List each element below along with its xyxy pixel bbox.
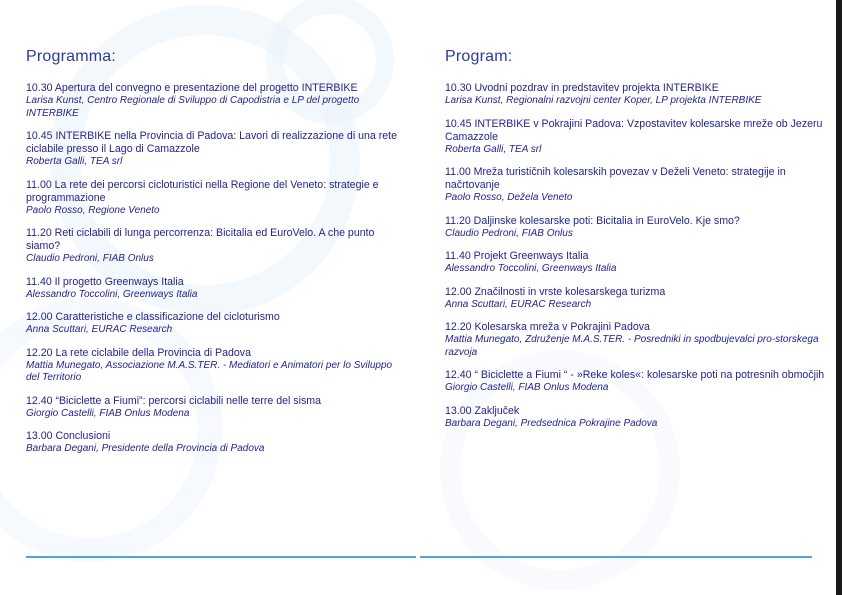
entry-title: 12.20 La rete ciclabile della Provincia di Padova [26, 346, 251, 359]
program-entry [445, 286, 825, 312]
entry-title: 12.00 Caratteristiche e classificazione del cicloturismo [26, 311, 280, 323]
entry-title: 11.40 Il progetto Greenways Italia [26, 275, 184, 288]
entry-speaker: Barbara Degani, Presidente della Provincia di Padova [26, 443, 265, 454]
entry-title: 11.20 Reti ciclabili di lunga percorrenza: Bicitalia ed EuroVelo. A che punto siamo? [26, 227, 375, 252]
entry-speaker: Giorgio Castelli, FIAB Onlus Modena [26, 407, 190, 419]
entry-speaker: Anna Scuttari, EURAC Research [445, 298, 592, 310]
program-entry [445, 118, 825, 157]
entry-speaker: Roberta Galli, TEA srl [445, 143, 542, 155]
program-entry [26, 311, 406, 337]
entry-title: 11.00 La rete dei percorsi cicloturistici nella Regione del Veneto: strategie e programmazione [26, 178, 379, 204]
entry-speaker: Roberta Galli, TEA srl [26, 156, 123, 167]
entry-speaker: Larisa Kunst, Regionalni razvojni center Koper, LP projekta INTERBIKE [445, 95, 762, 106]
program-entry [26, 179, 406, 218]
entry-title: 10.45 INTERBIKE nella Provincia di Padova: Lavori di realizzazione di una rete ciclabile presso il Lago di Camazzole [26, 130, 397, 155]
scan-edge [836, 0, 842, 595]
entry-speaker: Barbara Degani, Predsednica Pokrajine Padova [445, 417, 658, 429]
program-entry [26, 395, 406, 421]
program-entry [26, 82, 406, 120]
program-entry [445, 369, 825, 395]
footer-divider-right [420, 556, 812, 558]
entry-title: 11.20 Daljinske kolesarske poti: Bicitalia in EuroVelo. Kje smo? [445, 214, 740, 227]
entry-title: 12.40 “Biciclette a Fiumi”: percorsi ciclabili nelle terre del sisma [26, 394, 321, 407]
program-heading-slovenian: Program: [445, 48, 513, 65]
entry-speaker: Alessandro Toccolini, Greenways Italia [445, 263, 617, 274]
entry-title: 12.00 Značilnosti in vrste kolesarskega turizma [445, 285, 666, 298]
entry-speaker: Mattia Munegato, Združenje M.A.S.TER. - Posredniki in spodbujevalci pro-storskega razvoja [445, 334, 819, 358]
entry-title: 10.30 Uvodni pozdrav in predstavitev projekta INTERBIKE [445, 82, 719, 94]
program-entry [26, 227, 406, 266]
entry-title: 10.45 INTERBIKE v Pokrajini Padova: Vzpostavitev kolesarske mreže ob Jezeru Camazzole [445, 117, 823, 143]
entry-speaker: Anna Scuttari, EURAC Research [26, 324, 173, 335]
footer-divider-left [26, 556, 416, 558]
program-entry [445, 321, 825, 359]
entry-title: 12.20 Kolesarska mreža v Pokrajini Padova [445, 321, 650, 333]
entry-speaker: Alessandro Toccolini, Greenways Italia [26, 288, 198, 300]
entry-speaker: Claudio Pedroni, FIAB Onlus [26, 253, 154, 264]
program-column-slovenian [445, 48, 825, 440]
entry-title: 11.00 Mreža turističnih kolesarskih povezav v Deželi Veneto: strategije in načrtovanje [445, 166, 786, 191]
program-entry [26, 430, 406, 456]
program-entry [26, 276, 406, 302]
entry-speaker: Paolo Rosso, Regione Veneto [26, 204, 160, 216]
program-entry [26, 130, 406, 169]
program-entry [445, 215, 825, 241]
entry-speaker: Claudio Pedroni, FIAB Onlus [445, 227, 573, 239]
entry-speaker: Larisa Kunst, Centro Regionale di Sviluppo di Capodistria e LP del progetto INTERBIKE [26, 95, 360, 119]
program-entry [26, 347, 406, 385]
program-entry [445, 250, 825, 276]
entry-speaker: Mattia Munegato, Associazione M.A.S.TER. - Mediatori e Animatori per lo Sviluppo del Territorio [26, 359, 393, 383]
program-column-italian [26, 48, 406, 466]
program-heading-italian: Programma: [26, 48, 117, 65]
entry-title: 13.00 Conclusioni [26, 430, 111, 442]
entry-title: 11.40 Projekt Greenways Italia [445, 250, 589, 262]
entry-title: 10.30 Apertura del convegno e presentazione del progetto INTERBIKE [26, 82, 358, 94]
entry-speaker: Giorgio Castelli, FIAB Onlus Modena [445, 382, 609, 393]
program-entry [445, 82, 825, 108]
entry-speaker: Paolo Rosso, Dežela Veneto [445, 192, 573, 203]
program-entry [445, 166, 825, 205]
program-entry [445, 405, 825, 431]
entry-title: 12.40 “ Biciclette a Fiumi “ - »Reke koles«: kolesarske poti na potresnih območjih [445, 369, 825, 381]
entry-title: 13.00 Zaključek [445, 404, 520, 417]
